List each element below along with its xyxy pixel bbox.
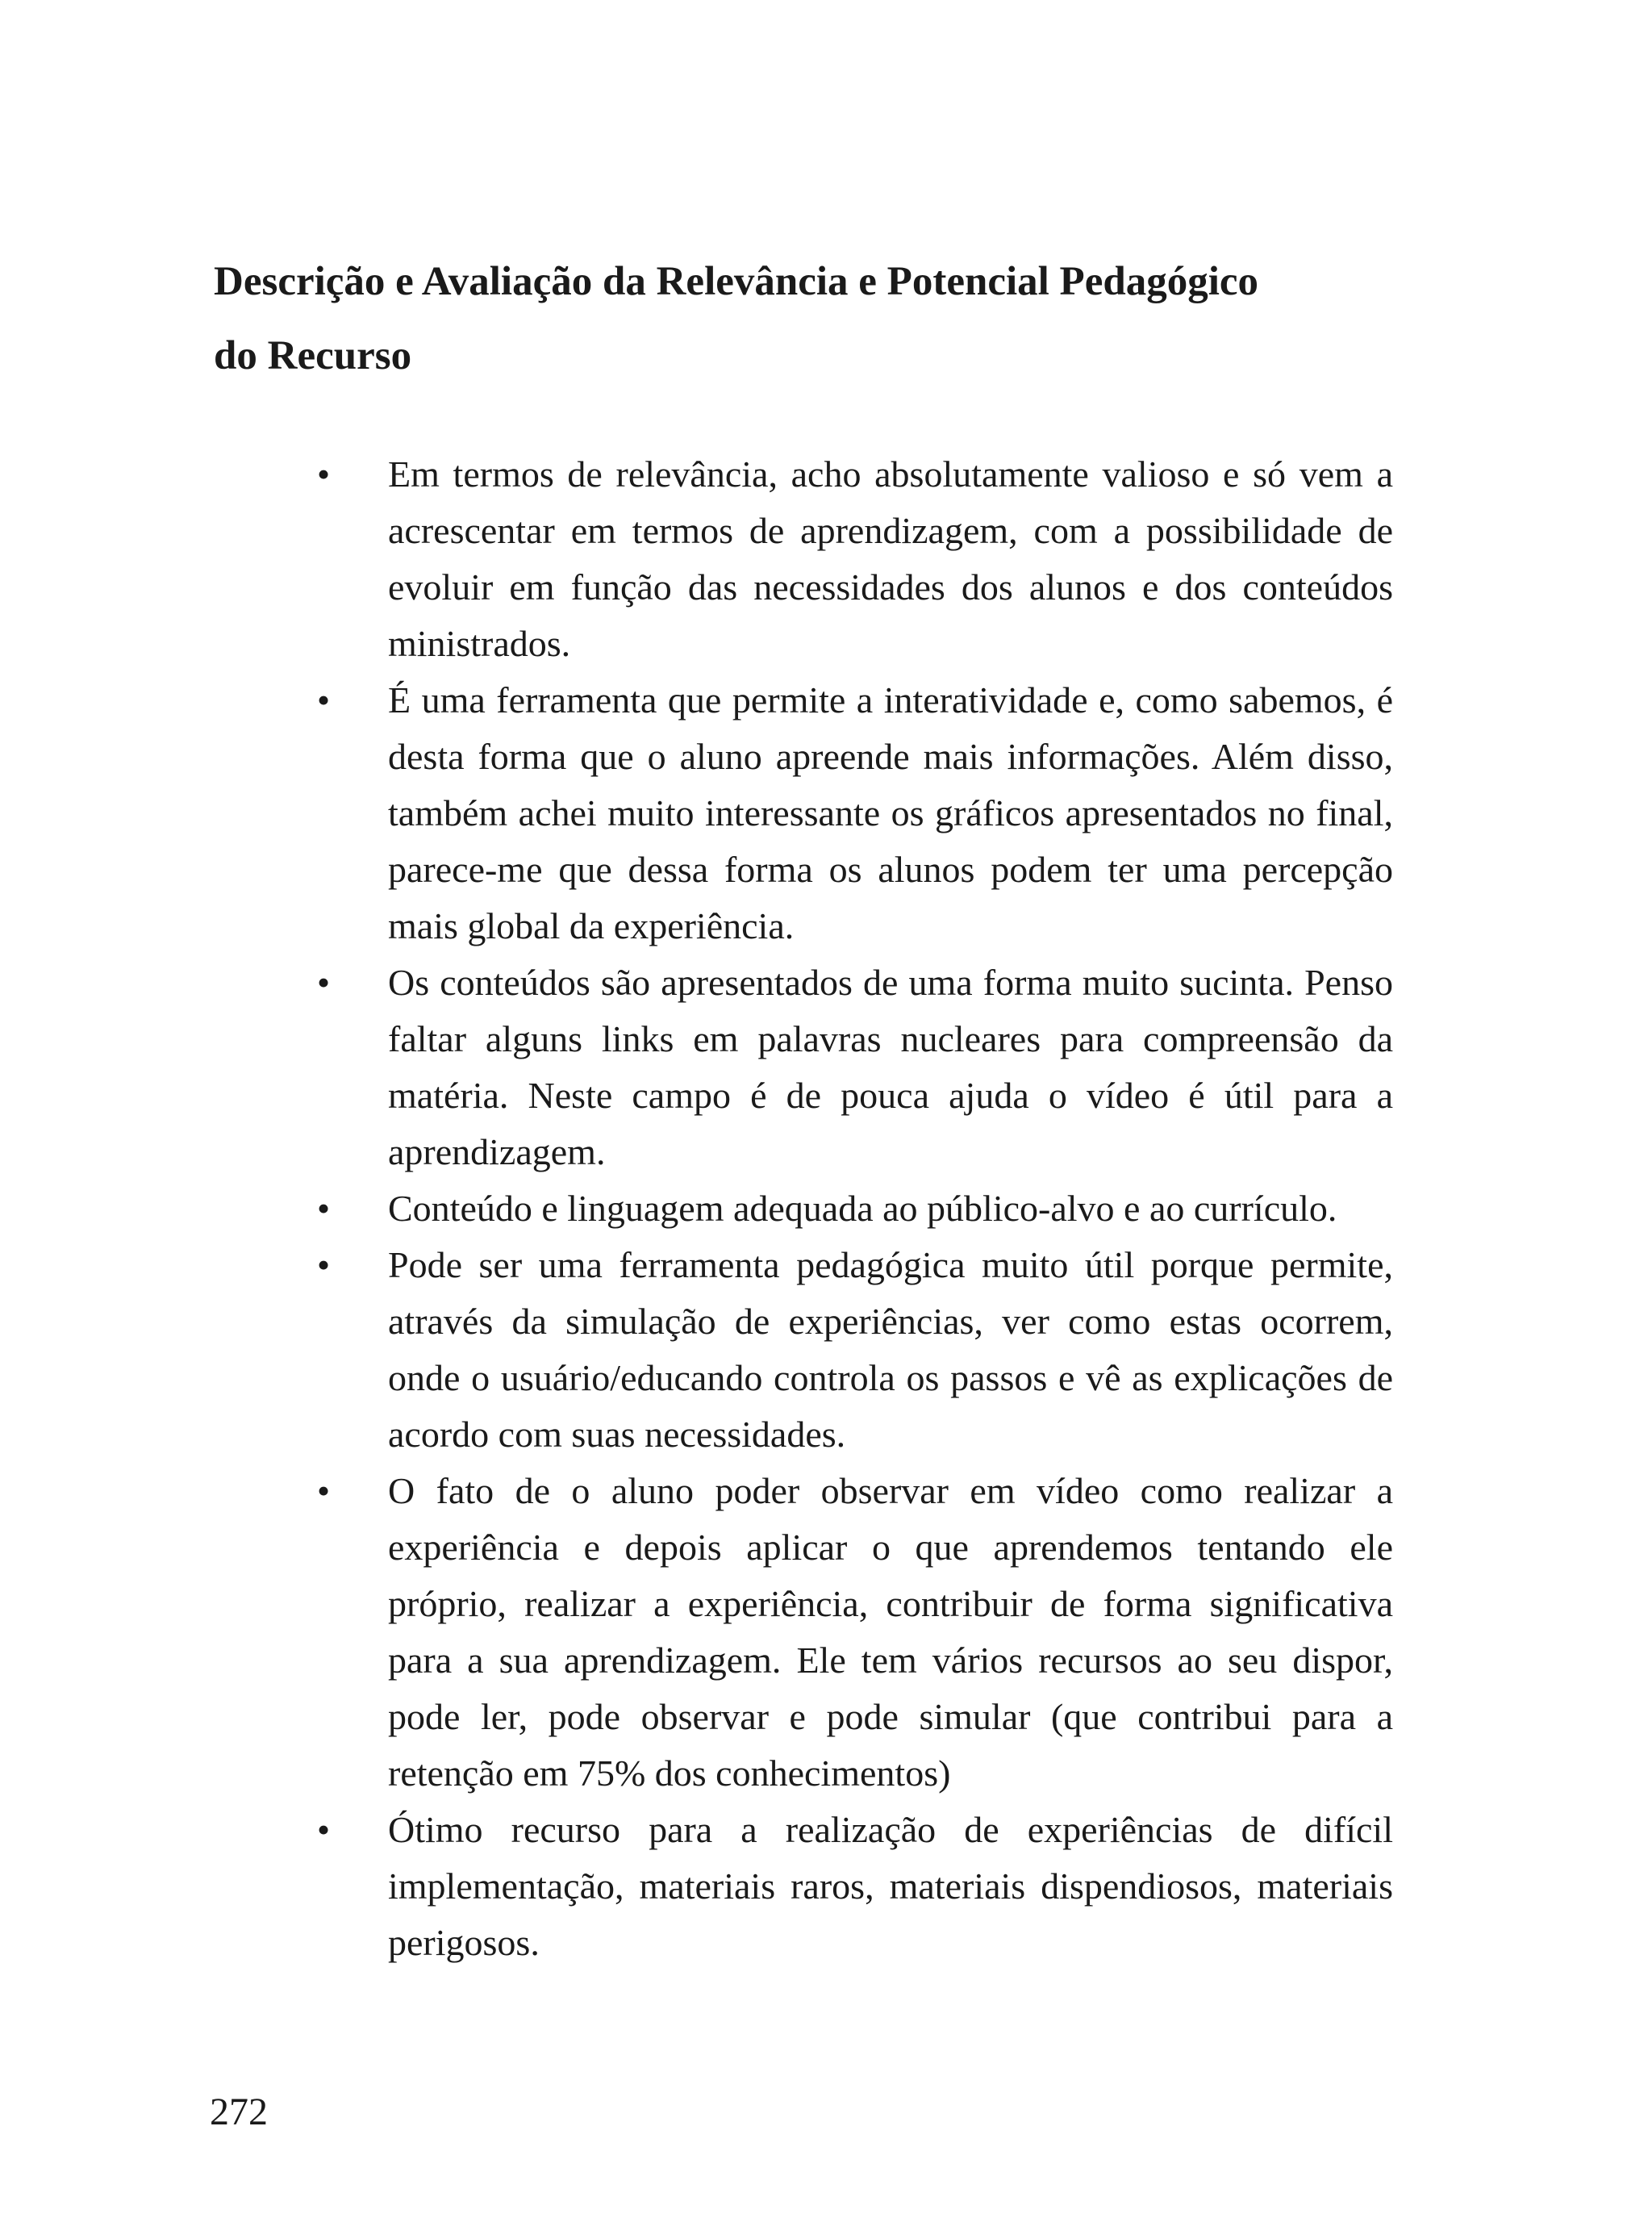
section-heading-line-2: do Recurso (214, 333, 412, 378)
list-item-text: Em termos de relevância, acho absolutamente valioso e só vem a acrescentar em termos de aprendizagem, com a possibilidade de evoluir em função das necessidades dos alunos e dos conteúdos ministrados. (388, 453, 1393, 664)
feedback-bullet-list (0, 446, 1652, 1971)
list-item (0, 1802, 1652, 1971)
list-item (0, 672, 1652, 954)
list-item (0, 954, 1652, 1180)
bullet-icon: • (317, 1244, 331, 1285)
page-number: 272 (210, 2091, 268, 2133)
list-item-text: Pode ser uma ferramenta pedagógica muito útil porque permite, através da simulação de experiências, ver como estas ocorrem, onde o usuário/educando controla os passos e vê as explicações de acordo com suas necessidades. (388, 1244, 1393, 1455)
list-item-text: É uma ferramenta que permite a interatividade e, como sabemos, é desta forma que o aluno apreende mais informações. Além disso, também achei muito interessante os gráficos apresentados no final, parece-me que dessa forma os alunos podem ter uma percepção mais global da experiência. (388, 679, 1393, 946)
section-heading (214, 244, 1408, 393)
section-heading-line-1: Descrição e Avaliação da Relevância e Potencial Pedagógico (214, 259, 1258, 304)
bullet-icon: • (317, 679, 331, 721)
list-item-text: Os conteúdos são apresentados de uma forma muito sucinta. Penso faltar alguns links em palavras nucleares para compreensão da matéria. Neste campo é de pouca ajuda o vídeo é útil para a aprendizagem. (388, 962, 1393, 1172)
list-item (0, 1180, 1652, 1237)
list-item-text: O fato de o aluno poder observar em vídeo como realizar a experiência e depois aplicar o que aprendemos tentando ele próprio, realizar a experiência, contribuir de forma significativa para a sua aprendizagem. Ele tem vários recursos ao seu dispor, pode ler, pode observar e pode simular (que contribui para a retenção em 75% dos conhecimentos) (388, 1470, 1393, 1794)
bullet-icon: • (317, 1188, 331, 1229)
list-item (0, 1463, 1652, 1802)
bullet-icon: • (317, 1809, 331, 1850)
list-item-text: Ótimo recurso para a realização de experiências de difícil implementação, materiais raros, materiais dispendiosos, materiais perigosos. (388, 1809, 1393, 1963)
list-item (0, 446, 1652, 672)
bullet-icon: • (317, 962, 331, 1003)
bullet-icon: • (317, 453, 331, 495)
list-item-text: Conteúdo e linguagem adequada ao público-alvo e ao currículo. (388, 1188, 1337, 1229)
list-item (0, 1237, 1652, 1463)
bullet-icon: • (317, 1470, 331, 1511)
